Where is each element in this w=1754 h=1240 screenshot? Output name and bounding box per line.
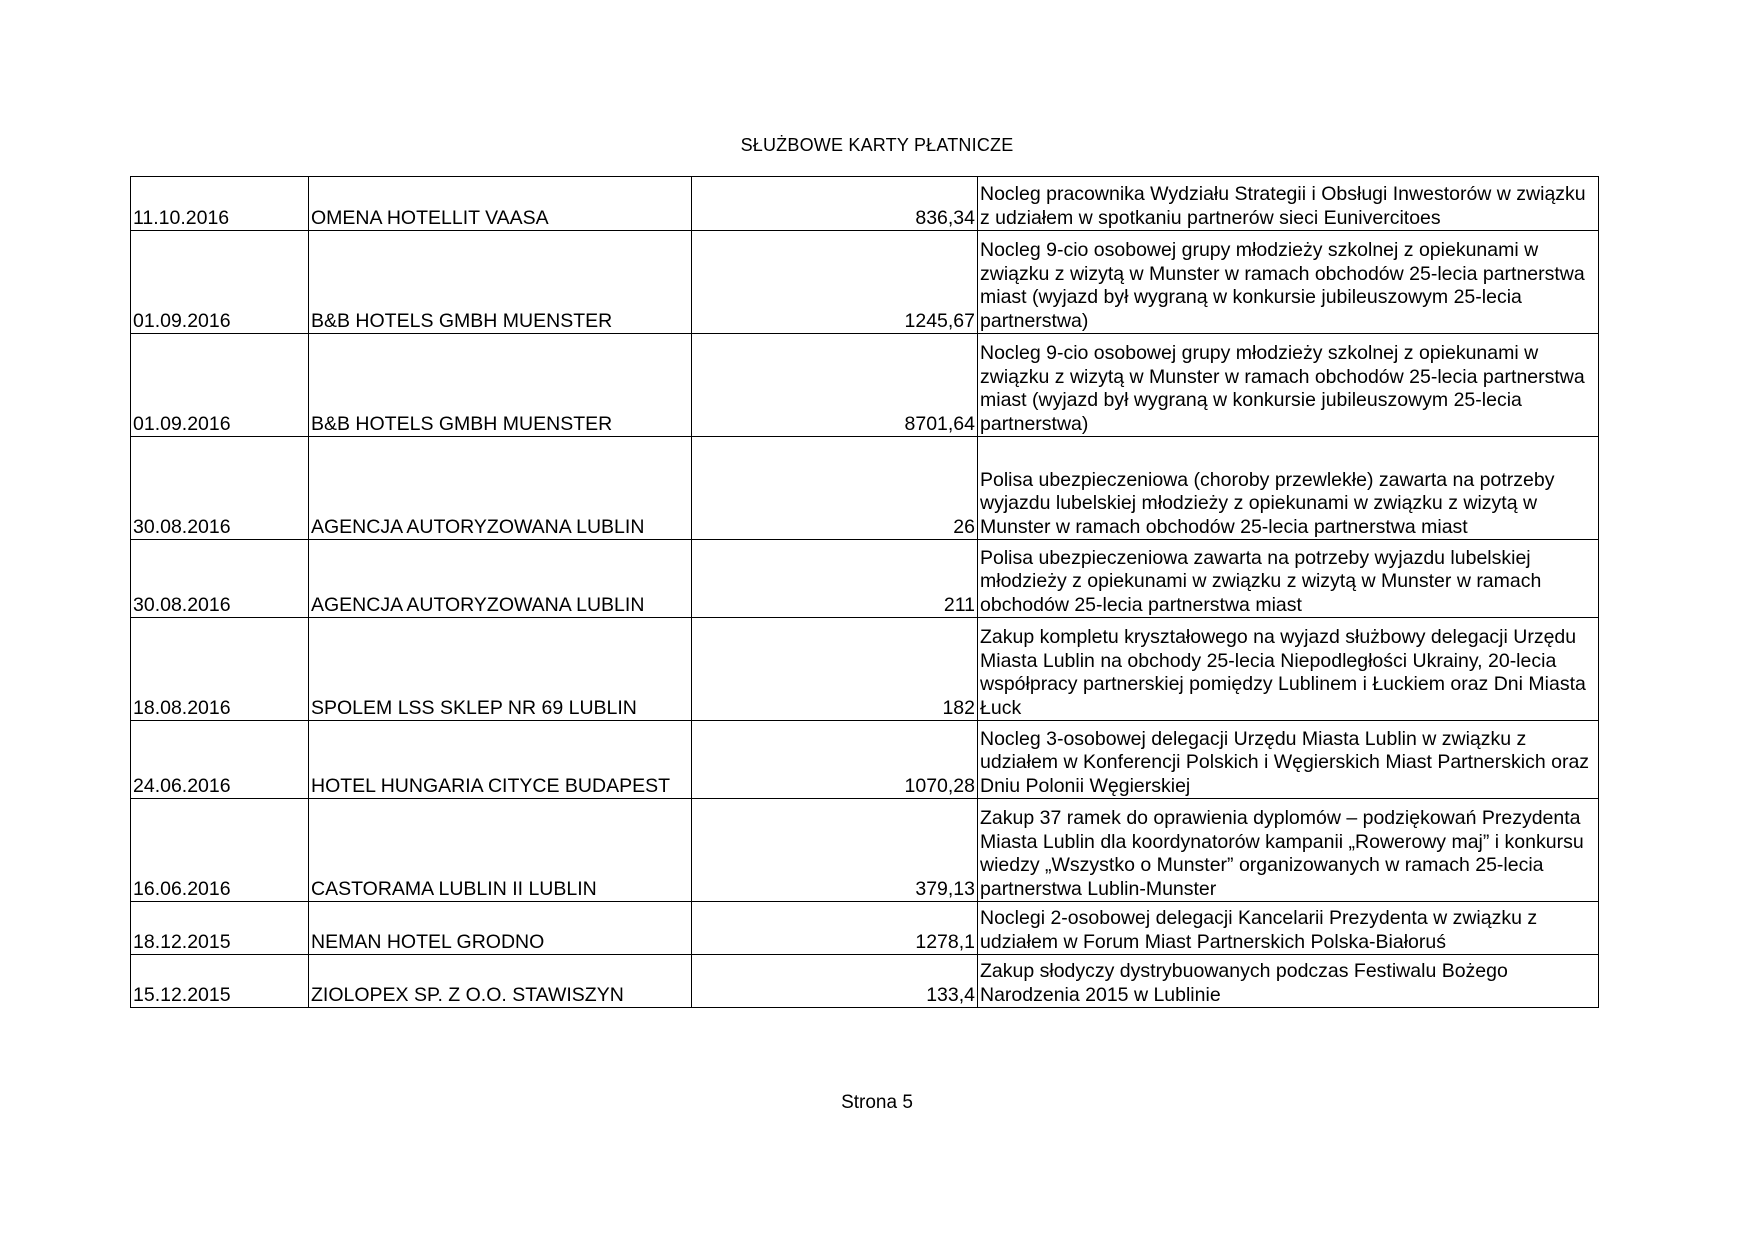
table-row: [131, 618, 1599, 721]
table-row: [131, 437, 1599, 540]
amount-cell: 182: [692, 618, 978, 721]
page-title: SŁUŻBOWE KARTY PŁATNICZE: [740, 135, 1014, 155]
description-cell: Zakup 37 ramek do oprawienia dyplomów – podziękowań Prezydenta Miasta Lublin dla koordynatorów kampanii „Rowerowy maj” i konkursu wiedzy „Wszystko o Munster” organizowanych w ramach 25-lecia partnerstwa Lublin-Munster: [978, 799, 1599, 902]
amount-cell: 211: [692, 540, 978, 618]
merchant-cell: B&B HOTELS GMBH MUENSTER: [309, 334, 692, 437]
date-cell: 18.12.2015: [131, 902, 309, 955]
table-row: [131, 540, 1599, 618]
date-cell: 30.08.2016: [131, 540, 309, 618]
amount-cell: 1245,67: [692, 231, 978, 334]
description-cell: Zakup słodyczy dystrybuowanych podczas Festiwalu Bożego Narodzenia 2015 w Lublinie: [978, 955, 1599, 1008]
merchant-cell: HOTEL HUNGARIA CITYCE BUDAPEST: [309, 721, 692, 799]
merchant-cell: B&B HOTELS GMBH MUENSTER: [309, 231, 692, 334]
table-row: [131, 721, 1599, 799]
amount-cell: 8701,64: [692, 334, 978, 437]
date-cell: 30.08.2016: [131, 437, 309, 540]
date-cell: 24.06.2016: [131, 721, 309, 799]
date-cell: 15.12.2015: [131, 955, 309, 1008]
amount-cell: 26: [692, 437, 978, 540]
amount-cell: 1278,1: [692, 902, 978, 955]
merchant-cell: AGENCJA AUTORYZOWANA LUBLIN: [309, 437, 692, 540]
page-number: Strona 5: [841, 1092, 913, 1113]
date-cell: 01.09.2016: [131, 231, 309, 334]
description-cell: Zakup kompletu kryształowego na wyjazd służbowy delegacji Urzędu Miasta Lublin na obchody 25-lecia Niepodległości Ukrainy, 20-lecia współpracy partnerskiej pomiędzy Lublinem i Łuckiem oraz Dni Miasta Łuck: [978, 618, 1599, 721]
description-cell: Nocleg 9-cio osobowej grupy młodzieży szkolnej z opiekunami w związku z wizytą w Munster w ramach obchodów 25-lecia partnerstwa miast (wyjazd był wygraną w konkursie jubileuszowym 25-lecia partnerstwa): [978, 334, 1599, 437]
description-cell: Nocleg 9-cio osobowej grupy młodzieży szkolnej z opiekunami w związku z wizytą w Munster w ramach obchodów 25-lecia partnerstwa miast (wyjazd był wygraną w konkursie jubileuszowym 25-lecia partnerstwa): [978, 231, 1599, 334]
merchant-cell: CASTORAMA LUBLIN II LUBLIN: [309, 799, 692, 902]
table-row: [131, 334, 1599, 437]
merchant-cell: NEMAN HOTEL GRODNO: [309, 902, 692, 955]
amount-cell: 133,4: [692, 955, 978, 1008]
payment-cards-table: [130, 176, 1599, 1008]
merchant-cell: ZIOLOPEX SP. Z O.O. STAWISZYN: [309, 955, 692, 1008]
merchant-cell: SPOLEM LSS SKLEP NR 69 LUBLIN: [309, 618, 692, 721]
merchant-cell: AGENCJA AUTORYZOWANA LUBLIN: [309, 540, 692, 618]
table-row: [131, 902, 1599, 955]
merchant-cell: OMENA HOTELLIT VAASA: [309, 177, 692, 231]
description-cell: Nocleg 3-osobowej delegacji Urzędu Miasta Lublin w związku z udziałem w Konferencji Polskich i Węgierskich Miast Partnerskich oraz Dniu Polonii Węgierskiej: [978, 721, 1599, 799]
description-cell: Polisa ubezpieczeniowa zawarta na potrzeby wyjazdu lubelskiej młodzieży z opiekunami w związku z wizytą w Munster w ramach obchodów 25-lecia partnerstwa miast: [978, 540, 1599, 618]
date-cell: 16.06.2016: [131, 799, 309, 902]
description-cell: Polisa ubezpieczeniowa (choroby przewlekłe) zawarta na potrzeby wyjazdu lubelskiej młodzieży z opiekunami w związku z wizytą w Munster w ramach obchodów 25-lecia partnerstwa miast: [978, 437, 1599, 540]
description-cell: Nocleg pracownika Wydziału Strategii i Obsługi Inwestorów w związku z udziałem w spotkaniu partnerów sieci Eunivercitoes: [978, 177, 1599, 231]
amount-cell: 1070,28: [692, 721, 978, 799]
table-row: [131, 799, 1599, 902]
amount-cell: 836,34: [692, 177, 978, 231]
amount-cell: 379,13: [692, 799, 978, 902]
table-row: [131, 231, 1599, 334]
date-cell: 11.10.2016: [131, 177, 309, 231]
table-row: [131, 177, 1599, 231]
date-cell: 01.09.2016: [131, 334, 309, 437]
date-cell: 18.08.2016: [131, 618, 309, 721]
table-row: [131, 955, 1599, 1008]
description-cell: Noclegi 2-osobowej delegacji Kancelarii Prezydenta w związku z udziałem w Forum Miast Partnerskich Polska-Białoruś: [978, 902, 1599, 955]
